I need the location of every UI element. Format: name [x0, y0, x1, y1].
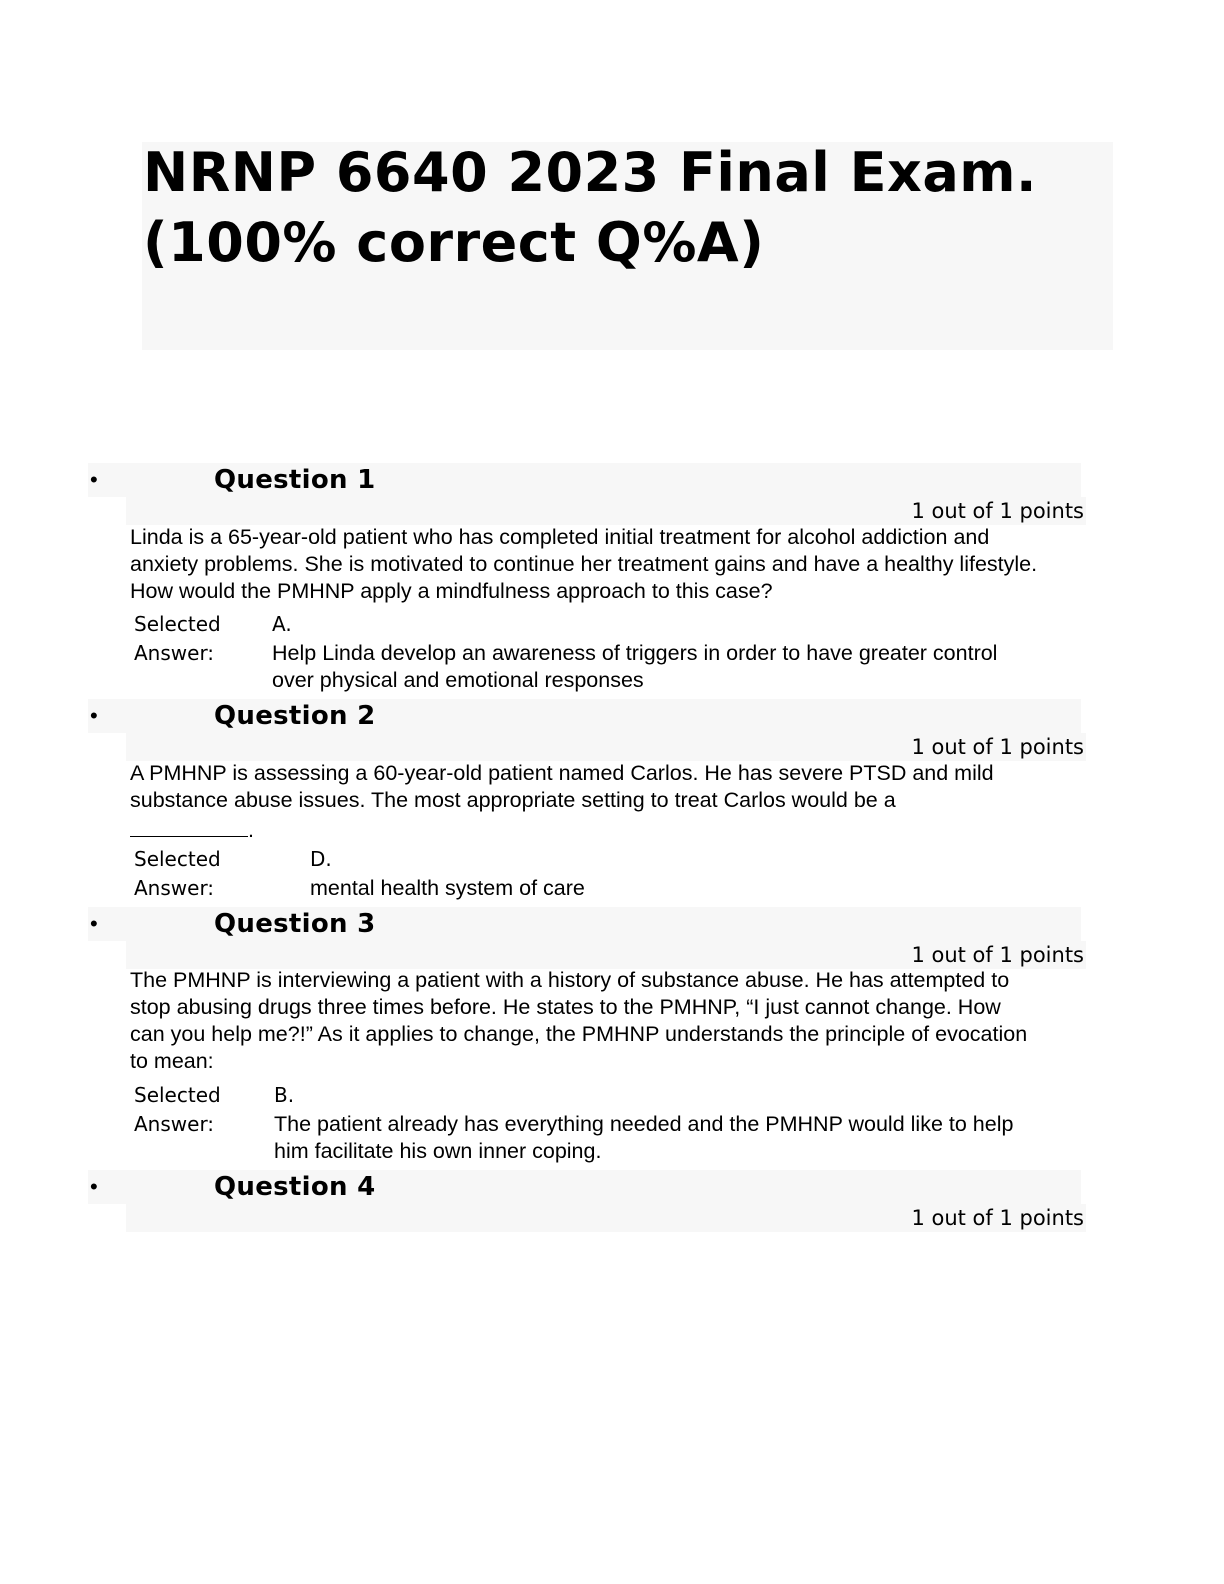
answer-blank-line [130, 814, 248, 837]
question-3-answer-text: The patient already has everything needed and the PMHNP would like to help him facilitate his own inner coping. [274, 1112, 1014, 1163]
question-4-points-row [126, 1204, 1086, 1232]
question-4-header [88, 1170, 1083, 1204]
question-1-points: 1 out of 1 points [911, 499, 1084, 523]
question-3-header [88, 907, 1083, 941]
question-3-text: The PMHNP is interviewing a patient with a history of substance abuse. He has attempted to stop abusing drugs three times before. He states to the PMHNP, “I just cannot change. How can you help me?!” As it applies to change, the PMHNP understands the principle of evocation to mean: [130, 968, 1028, 1073]
bullet-icon: • [90, 911, 98, 936]
question-2-selected-label: Selected Answer: [134, 847, 221, 900]
question-2-header [88, 699, 1083, 733]
question-1-selected-label: Selected Answer: [134, 612, 221, 665]
question-1-points-row [126, 497, 1086, 525]
question-3-points-row [126, 941, 1086, 969]
question-1-header [88, 463, 1083, 497]
question-1-text: Linda is a 65-year-old patient who has completed initial treatment for alcohol addiction and anxiety problems. She is motivated to continue her treatment gains and have a healthy lifestyle. How would the PMHNP apply a mindfulness approach to this case? [130, 525, 1038, 603]
bullet-icon: • [90, 703, 98, 728]
question-2-text-body: A PMHNP is assessing a 60-year-old patient named Carlos. He has severe PTSD and mild substance abuse issues. The most appropriate setting to treat Carlos would be a [130, 761, 994, 812]
question-2-points: 1 out of 1 points [911, 735, 1084, 759]
question-1-title: Question 1 [214, 465, 376, 495]
question-2-text-end: . [248, 818, 254, 842]
bullet-icon: • [90, 1174, 98, 1199]
question-2-answer-letter: D. [310, 847, 332, 871]
question-3-title: Question 3 [214, 909, 376, 939]
question-3-points: 1 out of 1 points [911, 943, 1084, 967]
question-2-points-row [126, 733, 1086, 761]
question-2-answer-text: mental health system of care [310, 876, 585, 900]
document-title: NRNP 6640 2023 Final Exam.(100% correct Q%A) [143, 141, 1038, 274]
bullet-icon: • [90, 467, 98, 492]
question-4-title: Question 4 [214, 1172, 376, 1202]
question-4-points: 1 out of 1 points [911, 1206, 1084, 1230]
question-3-selected-label: Selected Answer: [134, 1083, 221, 1136]
question-2-title: Question 2 [214, 701, 376, 731]
question-1-answer-letter: A. [272, 612, 292, 636]
question-1-answer-text: Help Linda develop an awareness of triggers in order to have greater control over physical and emotional responses [272, 641, 998, 692]
question-3-answer-letter: B. [274, 1083, 295, 1107]
question-2-text [130, 760, 1050, 844]
